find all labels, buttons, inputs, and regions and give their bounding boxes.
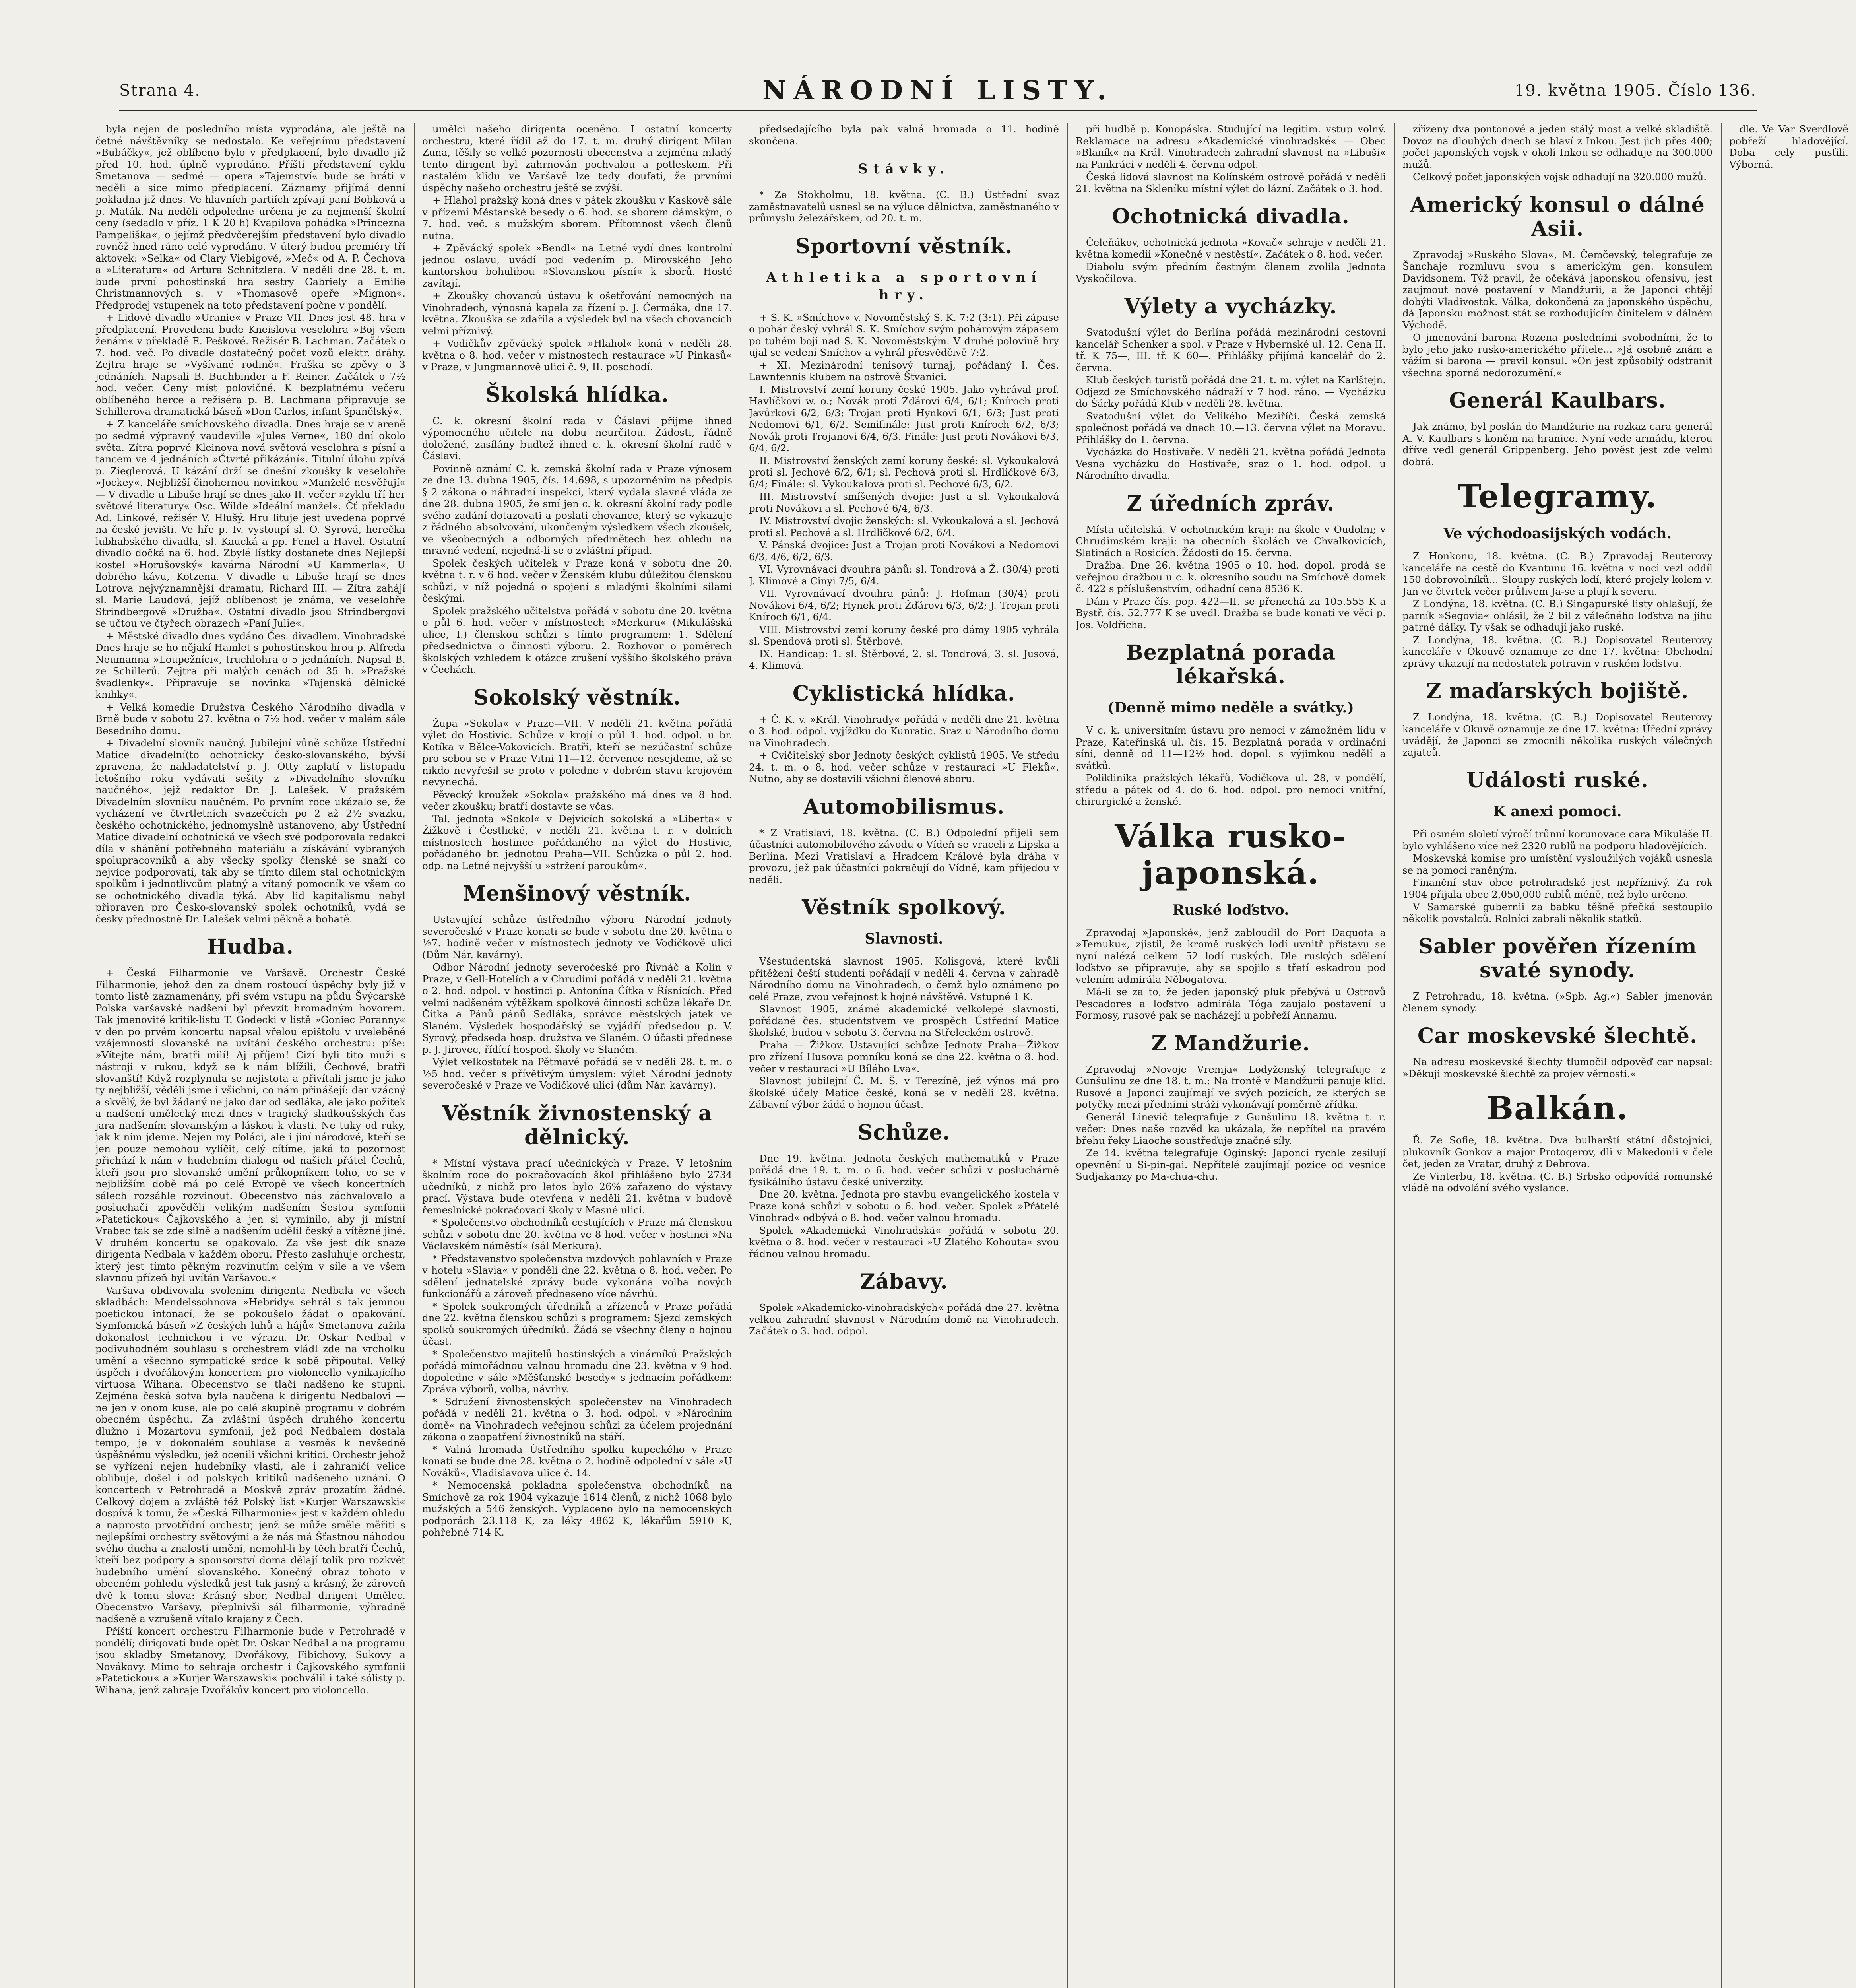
section-heading: Sokolský věstník. [473, 685, 681, 710]
section-heading: Hudba. [207, 935, 294, 959]
article-paragraph: III. Mistrovství smíšených dvojic: Just a sl. Vykoukalová proti Novákovi a sl. Pechové 6/4, 6/3. [749, 491, 1059, 514]
article-paragraph: Varšava obdivovala svolením dirigenta Nedbala ve všech skladbách: Mendelssohnova »Hebridy« sehrál s tak jemnou poetickou intonací, že se pokoušelo žádat o opakování. Symfonická báseň »Z českých luhů a hájů« Smetanova zažila dokonalost technickou i ve výrazu. Dr. Oskar Nedbal v podivuhodném souhlasu s orchestrem vládl zde na vrcholku umění a všechno sympatické srdce k sobě připoutal. Velký úspěch i dvořákovým koncertem pro violoncello vynikajícího virtuosa Wihana. Obecenstvo se tlačí nadšeno ke stupni. Zejména česká sotva byla naučena k dirigentu Nedbalovi — ne jen v onom kuse, ale po celé skupině programu v dobrém obecném úspěchu. Za zvláštní úspěch druhého koncertu dlužno i Mozartovu symfonii, jež pod Nedbalem dostala tempo, je v dokonalém souhlase a vesměs k nevšedně úspěšnému výsledku, jež ocenili všichni kritici. Orchestr jehož se vyřízení nejen hudebníky vlasti, ale i zahraničí velice oblibuje, došel i od polských kritiků nadšeného uznání. O koncertech v Petrohradě a Moskvě zpráv prozatím žádné. Celkový dojem a zvláště též Polský list »Kurjer Warszawski« dospívá k tomu, že »Česká Filharmonie« jest v každém ohledu a naprosto prvotřídní orchestr, jenž se může směle měřiti s nejlepšími orchestry světovými a že nás má Šťastnou náhodou svého ducha a znalostí umění, nemohl-li by těch bratří Čechů, kteří bez podpory a sponsorství doma dělají tolik pro rozkvět hudebního umění slovanského. Konečný obraz tohoto v obecném pohledu výsledků jest tak jasný a krásný, že zároveň dvě k tomu slova: Krásný sbor, Nedbal dirigent Umělec. Obecenstvo Varšavy, přeplnivši sál filharmonie, výhradně nadšeně a vzrušeně vítalo krajany z Čech. [95, 1284, 405, 1625]
article-paragraph: * Valná hromada Ústředního spolku kupeckého v Praze konati se bude dne 28. května o 2. hodině odpolední v sále »U Nováků«, Vladislavova ulice č. 14. [422, 1443, 732, 1479]
article-paragraph: C. k. okresní školní rada v Čáslavi přijme ihned výpomocného učitele na dobu neurčitou. Žádosti, řádně doložené, zasílány buďtež ihned c. k. okresní školní radě v Čáslavi. [422, 415, 732, 462]
article-paragraph: Tal. jednota »Sokol« v Dejvicích sokolská a »Liberta« v Žižkově i Čestlické, v neděli 21. května t. r. v dolních místnostech hostince pořádaného na výlet do Hostivic, pořádaného br. jednotou Praha—VII. Schůzka o půl 2. hod. odp. na Letné nejvyšší u »stržení paroukům«. [422, 813, 732, 872]
article-paragraph: * Představenstvo společenstva mzdových pohlavních v Praze v hotelu »Slavia« v pondělí dne 22. května o 8. hod. večer. Po sdělení jednatelské zprávy bude vykonána volba nových funkcionářů a zároveň předneseno více návrhů. [422, 1252, 732, 1299]
issue-date: 19. května 1905. Číslo 136. [1514, 82, 1757, 100]
article-paragraph: + Z kanceláře smíchovského divadla. Dnes hraje se v areně po sedmé výpravný vaudeville »Jules Verne«, 180 dní okolo světa. Zítra poprvé Kleinova nová světová veselohra s písní a tancem ve 4 jednáních »Čtvrté přikázání«. Titulní úlohu zpívá p. Zieglerová. U kázání drží se dnešní zkoušky k veselohře »Jockey«. Nejbližší činohernou novinkou »Manželé nesvěřují« — V divadle u Libuše hrají se dnes jako II. večer »zyklu tří her světové literatury« Osc. Wilde »Ideální manžel«. Čť překladu Ad. Linkové, režisér V. Hlušý. Hru lituje jest uvedena poprvé na české jevišti. Ve hře p. Iv. vystoupí sl. O. Syrová, herečka lubhabského divadla, sl. Kaucká a pp. Fenel a Havel. Ostatní divadlo dočká na 6. hod. Zbylé lístky dostanete dnes Nejlepší kostel »Horušovský« kavárna Národní »U Kammerla«, U dobrého kávu, Kotzena. V divadle u Libuše hrají se dnes Lotrova nejvýznamnější dramatu, Richard III. — Zítra zahájí sl. Marie Laudová, jejíž oblíbenost je známa, ve veselohře Strindbergově »Družba«. Ostatní divadlo jsou Strindbergovi se učtou ve čtyřech obrazech »Paní Julie«. [95, 418, 405, 629]
article-paragraph: V. Pánská dvojice: Just a Trojan proti Novákovi a Nedomovi 6/3, 4/6, 6/2, 6/3. [749, 539, 1059, 563]
article-paragraph: Na adresu moskevské šlechty tlumočil odpověď car napsal: »Děkuji moskevské šlechtě za projev věrnosti.« [1402, 1056, 1712, 1079]
article-paragraph: Finanční stav obce petrohradské jest nepříznivý. Za rok 1904 přijala obec 2,050,000 rublů méně, než bylo určeno. [1402, 877, 1712, 900]
article-paragraph: Všestudentská slavnost 1905. Kolisgová, které kvůli přítěžení čeští studenti pořádají v neděli 4. června v zahradě Národního domu na Vinohradech, o čemž bylo oznámeno po celé Praze, zvou veřejnost k hojné návštěvě. Vstupné 1 K. [749, 955, 1059, 1002]
article-paragraph: + XI. Mezinárodní tenisový turnaj, pořádaný I. Čes. Lawntennis klubem na ostrově Štvanici. [749, 359, 1059, 382]
article-paragraph: Výlet velkostatek na Pětmavé pořádá se v neděli 28. t. m. o ½5 hod. večer s přívětivým úmyslem: výlet Národní jednoty severočeské v Praze ve Vodičkově ulici (dům Nár. kavárny). [422, 1056, 732, 1091]
article-paragraph: I. Mistrovství zemí koruny české 1905. Jako vyhrával prof. Havlíčkovi w. o.; Novák proti Žďárovi 6/4, 6/1; Kníroch proti Javůrkovi 6/2, 6/3; Trojan proti Hynkovi 6/1, 6/3; Just proti Nedomovi 6/1, 6/2. Semifinále: Just proti Kníroch 6/2, 6/3; Novák proti Trojanovi 6/4, 6/3. Finále: Just proti Novákovi 6/3, 6/4, 6/2. [749, 383, 1059, 454]
article-paragraph: V c. k. universitním ústavu pro nemoci v zámožném lidu v Praze, Kateřinská ul. čís. 15. Bezplatná porada v ordinační síni, denně od 11—12½ hod. dopol. s výjimkou nedělí a svátků. [1076, 724, 1386, 771]
article-paragraph: * Ze Stokholmu, 18. května. (C. B.) Ústřední svaz zaměstnavatelů usnesl se na výluce dělnictva, zaměstnaného v průmyslu železářském, od 20. t. m. [749, 189, 1059, 224]
article-paragraph: + Divadelní slovník naučný. Jubilejní vůně schůze Ústřední Matice divadelní(to ochotnicky česko-slovanského, bývší zpravena, že nakladatelství p. J. Otty zaplatí v listopadu letošního roku vydávati sešity z »Divadelního slovníku naučného«, jejž redaktor Dr. J. Lalešek. V pražském Divadelním slovníku naučném. Po prvním roce ukázalo se, že vycházení ve čtvrtletních svazečcích po 2 až 2½ svazku, českého ochotnického, jednomyslně ustanoveno, aby Ústřední Matice divadelní ochotnická ve všech své podporovala redakci díla v shánění potřebného materiálu a získávání vybraných spolupracovníků a aby všecky spolky členské se snaží co nejvíce podporovati, tak aby se tímto dílem stal ochotnickým spolkům i jednotlivcům platný a vítaný pomocník ve všem co se ochotnického divadla týká. Aby lid kapitalismu nebyl připraven pro Česko-slovanský spolek ochotníků, vydá se česky přednostně Dr. Lalešek velmi pěkně a bohatě. [95, 737, 405, 925]
section-heading: Telegramy. [1457, 478, 1658, 515]
article-paragraph: Generál Linevič telegrafuje z Gunšulinu 18. května t. r. večer: Dnes naše rozvěd ka ukázala, že nepřítel na pravém břehu řeky Liaoche soustřeďuje značné síly. [1076, 1111, 1386, 1146]
article-paragraph: Zpravodaj »Novoje Vremja« Lodyženský telegrafuje z Gunšulinu ze dne 18. t. m.: Na frontě v Mandžurii panuje klid. Rusové a Japonci zaujímají ve svých pozicích, ze kterých se potyčky mezi předními stráži vykonávají poměrně zřídka. [1076, 1063, 1386, 1110]
article-paragraph: Jak známo, byl poslán do Mandžurie na rozkaz cara generál A. V. Kaulbars s koněm na hranice. Nyní vede armádu, kterou dříve vedl generál Grippenberg. Jeho pověst jest zde velmi dobrá. [1402, 421, 1712, 468]
article-paragraph: II. Mistrovství ženských zemí koruny české: sl. Vykoukalová proti sl. Jechové 6/2, 6/1; sl. Pechová proti sl. Hrdličkové 6/3, 6/4; Finále: sl. Vykoukalová proti sl. Pechové 6/3, 6/2. [749, 454, 1059, 490]
newspaper-title: NÁRODNÍ LISTY. [762, 75, 1113, 106]
article-paragraph: Z Petrohradu, 18. května. (»Spb. Ag.«) Sabler jmenován členem synody. [1402, 990, 1712, 1014]
section-heading: Sportovní věstník. [795, 234, 1013, 258]
section-heading: Car moskevské šlechtě. [1417, 1024, 1698, 1048]
article-paragraph: Spolek »Akademicko-vinohradských« pořádá dne 27. května velkou zahradní slavnost v Národním domě na Vinohradech. Začátek o 3. hod. odpol. [749, 1302, 1059, 1337]
article-paragraph: + Cvičitelský sbor Jednoty českých cyklistů 1905. Ve středu 24. t. m. o 8. hod. večer schůze v restauraci »U Fleků«. Nutno, aby se dostavili všichni členové sboru. [749, 749, 1059, 784]
section-heading: Ochotnická divadla. [1112, 204, 1350, 229]
article-paragraph: + Č. K. v. »Král. Vinohrady« pořádá v neděli dne 21. května o 3. hod. odpol. vyjížďku do Kunratic. Sraz u Národního domu na Vinohradech. [749, 713, 1059, 749]
article-paragraph: Slavnost 1905, známé akademické velkolepé slavnosti, pořádané čes. studentstvem ve prospěch Ústřední Matice školské, budou v sobotu 3. června na Střeleckém ostrově. [749, 1003, 1059, 1038]
section-heading: Schůze. [857, 1120, 950, 1145]
section-heading: Výlety a vycházky. [1124, 294, 1337, 318]
article-paragraph: Poliklinika pražských lékařů, Vodičkova ul. 28, v pondělí, středu a pátek od 4. do 6. hod. odpol. pro nemoci vnitřní, chirurgické a ženské. [1076, 772, 1386, 807]
section-heading: Z Mandžurie. [1151, 1031, 1310, 1056]
column-2 [422, 123, 732, 1988]
article-paragraph: Příští koncert orchestru Filharmonie bude v Petrohradě v pondělí; dirigovati bude opět Dr. Oskar Nedbal a na programu jsou skladby Smetanovy, Dvořákovy, Fibichovy, Sukovy a Novákovy. Mimo to sehraje orchestr i Čajkovského symfonii »Patetickou« a »Kurjer Warszawski« pochválil i také sólisty p. Wihana, jenž zahraje Dvořákův koncert pro violoncello. [95, 1625, 405, 1696]
article-paragraph: Spolek »Akademická Vinohradská« pořádá v sobotu 20. května o 8. hod. večer v restauraci »U Zlatého Kohouta« svou řádnou valnou hromadu. [749, 1224, 1059, 1260]
section-subheading: (Denně mimo neděle a svátky.) [1107, 699, 1354, 716]
section-heading: Americký konsul o dálné Asii. [1410, 192, 1705, 241]
article-paragraph: * Místní výstava prací učedníckých v Praze. V letošním školním roce do pokračovacích škol přihlášeno bylo 2734 učedníků, z nichž pro letos bylo 26% zařazeno do výstavy prací. Výstava bude otevřena v neděli 21. května v budově řemeslnické pokračovací školy v Masné ulici. [422, 1157, 732, 1216]
article-paragraph: Zpravodaj »Japonské«, jenž zabloudil do Port Daquota a »Temuku«, zjistil, že kromě ruských lodí uvnitř přístavu se nyní nalézá celkem 52 lodí ruských. Dle ruských sdělení loďstvo se připravuje, aby se spojilo s třetí eskadrou pod velením admirála Něbogatova. [1076, 926, 1386, 985]
article-paragraph: Spolek českých učitelek v Praze koná v sobotu dne 20. května t. r. v 6 hod. večer v Ženském klubu důležitou členskou schůzi, v níž pojedná o spojení s mladými školními silami českými. [422, 557, 732, 604]
article-paragraph: Dne 20. května. Jednota pro stavbu evangelického kostela v Praze koná schůzi v sobotu o 6. hod. večer. Spolek »Přátelé Vinohrad« odbývá o 8. hod. večer valnou hromadu. [749, 1188, 1059, 1223]
column-divider [1721, 123, 1722, 1988]
article-paragraph: + Česká Filharmonie ve Varšavě. Orchestr České Filharmonie, jehož den za dnem rostoucí úspěchy byly již v tomto listě zaznamenány, při svém vstupu na půdu Švýcarské Polska varšavské nadšení byl převzít hromadným hovorem. Tak jmenovité kritik-listu T. Godecki v listě »Goniec Poranny« v den po prvém koncertu napsal vřelou epištolu v uveleběné vzájemnosti slovanské na uvítání českého orchestru: píše: »Vítejte nám, bratři milí! Aj příjem! Cizí byli tito muži s nástroji v rukou, když se k nám blížili, Čechové, bratři slovanští! Když rozplynula se nejistota a přivítali jsme je jako ty nejbližší, věděli jsme i všichni, co nám přinášejí: dar vzácný a skvělý, že byl žádaný ne jako dar od sedláka, ale jako požitek a nadšení umělecký mezi dnes v tragický sladkoušských čas jara nadšením slovanským a láskou k vlasti. Ne tuky od ruky, jak k nim jdeme. Nejen my Poláci, ale i jiní národové, kteří se jen pouze nemohou vylíčit, celý cítíme, jaká to pozornost přichází k nám v hudebním dialogu od našich přátel Čechů, kteří jsou pro slovanské umění průkopníkem toho, co se v nejbližším době má po celé Evropě ve všech koncertních sálech rozsáhle rozvinout. Obecenstvo nás záchvalovalo a posluchači zpověděli velikým nadšením Šestou symfonii »Patetickou« Čajkovského a jen si vymínilo, aby jí místní Vrabec tak se zde silně a nadšením udělil český a vítězné jiné. V druhém koncertu se opakovalo. Za vše jest dík snaze dirigenta Nedbala v každém oboru. Přesto zasluhuje orchestr, který jest tímto pěkným rozvinutím celým v síle a ve všem slavnou přízeň byl uvítán Varšavou.« [95, 967, 405, 1283]
column-divider [414, 123, 415, 1988]
section-subheading: K anexi pomoci. [1493, 803, 1622, 820]
article-paragraph: Klub českých turistů pořádá dne 21. t. m. výlet na Karlštejn. Odjezd ze Smíchovského nádraží v 7 hod. ráno. — Vycházku do Šárky pořádá Klub v neděli 28. května. [1076, 374, 1386, 409]
section-subheading: Ve východoasijských vodách. [1443, 525, 1672, 542]
article-paragraph: Odbor Národní jednoty severočeské pro Řivnáč a Kolín v Praze, v Gell-Hotelích a v Chrudimi pořádá v neděli 21. května o 2. hod. odpol. v hostinci p. Antonína Čítka v Řísnicích. Před velmi nadšeném výtěžkem spolkové činnosti schůze lékaře Dr. Čítka a Pánů pánů Sedláka, správce městských jatek ve Slaném. Výsledek hospodářský se vyjádří předsedou p. V. Syrový, předseda hosp. družstva ve Slaném. O účasti přednese p. J. Jirovec, řídící hospod. školy ve Slaném. [422, 961, 732, 1055]
article-paragraph: Čeleňákov, ochotnická jednota »Kovač« sehraje v neděli 21. května komedii »Konečně v nestěstí«. Začátek o 8. hod. večer. [1076, 237, 1386, 260]
article-paragraph: Ze Vinterbu, 18. května. (C. B.) Srbsko odpovídá romunské vládě na odvolání svého vyslance. [1402, 1170, 1712, 1194]
section-heading: Věstník spolkový. [802, 895, 1006, 920]
section-heading: Z maďarských bojiště. [1426, 679, 1689, 703]
section-heading: Automobilismus. [803, 794, 1005, 819]
section-subheading: Slavnosti. [865, 930, 943, 947]
column-3 [749, 123, 1059, 1988]
article-paragraph: IX. Handicap: 1. sl. Štěrbová, 2. sl. Tondrová, 3. sl. Jusová, 4. Klimová. [749, 648, 1059, 671]
article-paragraph: * Spolek soukromých úředníků a zřízenců v Praze pořádá dne 22. května členskou schůzi s programem: Sjezd zemských spolků soukromých úředníků. Žádá se všechny členy o hojnou účast. [422, 1300, 732, 1347]
article-paragraph: Česká lidová slavnost na Kolínském ostrově pořádá v neděli 21. května na Skleníku místní výlet do lázní. Začátek o 3. hod. [1076, 171, 1386, 194]
article-paragraph: + Velká komedie Družstva Českého Národního divadla v Brně bude v sobotu 27. května o 7½ hod. večer v malém sále Besedního domu. [95, 701, 405, 736]
article-paragraph: Ř. Ze Sofie, 18. května. Dva bulharští státní důstojníci, plukovník Gonkov a major Protogerov, dli v Makedonii v čele čet, jeden ze Vratar, druhý z Debrova. [1402, 1134, 1712, 1169]
article-paragraph: Dražba. Dne 26. května 1905 o 10. hod. dopol. prodá se veřejnou dražbou u c. k. okresního soudu na Smíchově domek č. 422 s příslušenstvím, odhadní cena 8536 K. [1076, 559, 1386, 594]
article-paragraph: Má-li se za to, že jeden japonský pluk přebývá u Ostrovů Pescadores a loďstvo admirála Tóga zaujalo postavení u Formosy, rusové pak se nacházejí u pobřeží Annamu. [1076, 986, 1386, 1021]
article-paragraph: Z Londýna, 18. května. (C. B.) Singapurské listy ohlašují, že parník »Segovia« ohlásil, že 2 bil z válečného loďstva na jihu patrné dálky. Ty však se odhadují jako ruské. [1402, 598, 1712, 633]
article-paragraph: + Lidové divadlo »Uranie« v Praze VII. Dnes jest 48. hra v předplacení. Provedena bude Kneislova veselohra »Boj všem ženám« v překladě E. Peškové. Režisér B. Lachman. Začátek o 7. hod. več. Po divadle dostatečný počet vozů elektr. dráhy. Zejtra hraje se »Vyšívané rodině«. Fraška se zpěvy o 3 jednáních. Napsali B. Buchbinder a F. Reiner. Začátek o 7½ hod. večer. Ceny míst polovičné. K bezplatnému večeru oblíbeného herce a režiséra p. B. Lachmana připravuje se Schillerova dramatická báseň »Don Carlos, infant španělský«. [95, 312, 405, 417]
section-heading: Z úředních zpráv. [1127, 491, 1335, 516]
article-paragraph: Svatodušní výlet do Berlína pořádá mezinárodní cestovní kancelář Schenker a spol. v Praze v Hybernské ul. 12. Cena II. tř. K 75—, III. tř. K 60—. Přihlášky přijímá kancelář do 2. června. [1076, 326, 1386, 373]
section-heading: Události ruské. [1466, 768, 1648, 792]
article-paragraph: Dám v Praze čís. pop. 422—II. se přenechá za 105.555 K a Bystř. čís. 52.777 K se uvedl. Dražba se bude konati ve věci p. Jos. Voldřicha. [1076, 595, 1386, 631]
masthead-rule [119, 110, 1757, 111]
column-4 [1076, 123, 1386, 1988]
article-paragraph: * Sdružení živnostenských společenstev na Vinohradech pořádá v neděli 21. května o 3. hod. odpol. v »Národním domě« na Vinohradech veřejnou schůzi za účelem projednání zákona o zaopatření živnostníků na stáří. [422, 1396, 732, 1442]
article-paragraph: Moskevská komise pro umístění vysloužilých vojáků usnesla se na pomoci raněným. [1402, 852, 1712, 876]
article-paragraph: Místa učitelská. V ochotnickém kraji: na škole v Oudolni; v Chrudimském kraji: na obecních školách ve Chvalkovicích, Slatinách a Rosicích. Žádosti do 15. června. [1076, 523, 1386, 559]
article-paragraph: Z Honkonu, 18. května. (C. B.) Zpravodaj Reuterovy kanceláře na cestě do Kvantunu 16. května v noci vezl oddíl 150 dobrovolníků... Sloupy ruských lodí, které projely kolem v. Jan ve čtvrtek večer průlivem Ja-se a plují k severu. [1402, 550, 1712, 597]
article-paragraph: * Společenstvo obchodníků cestujících v Praze má členskou schůzi v sobotu dne 20. května ve 8 hod. večer v hostinci »Na Václavském náměstí« (sál Merkura). [422, 1217, 732, 1252]
article-paragraph: Celkový počet japonských vojsk odhadují na 320.000 mužů. [1413, 171, 1707, 182]
article-paragraph: Spolek pražského učitelstva pořádá v sobotu dne 20. května o půl 6. hod. večer v místnostech »Merkuru« (Mikulášská ulice, I.) členskou schůzi s tímto programem: 1. Sdělení předsednictva o činnosti výboru. 2. Rozhovor o poměrech školských vzhledem k otázce zrušení vyššího školského práva v Čechách. [422, 605, 732, 675]
section-heading: Generál Kaulbars. [1449, 388, 1666, 413]
section-heading: Válka rusko-japonská. [1115, 817, 1347, 891]
article-paragraph: Při osmém sloletí výročí trůnní korunovace cara Mikuláše II. bylo vyhlášeno více než 2320 rublů na podporu hladovějících. [1402, 828, 1712, 852]
article-paragraph: + Zpěvácký spolek »Bendl« na Letné vydí dnes kontrolní jednou oslavu, uvádí pod vedením p. Mirovského Jeho kantorskou bohulibou »Slovanskou písní« k sborů. Hosté zavítají. [422, 242, 732, 289]
article-paragraph: Zpravodaj »Ruského Slova«, M. Čemčevský, telegrafuje ze Šanchaje rozmluvu svou s americkým gen. konsulem Davidsonem. Týž pravil, že očekává japonskou ofensivu, jest zaujmout nové postavení v Mandžurii, a že Japonci chtějí dobýti Vladivostok. Válka, dokončená za japonského úspěchu, dá Japonsku možnost stát se rozhodujícím činitelem v dálném Východě. [1402, 248, 1712, 331]
page-number: Strana 4. [119, 82, 201, 100]
masthead [119, 60, 1757, 119]
article-paragraph: Praha — Žižkov. Ustavující schůze Jednoty Praha—Žižkov pro zřízení Husova pomníku koná se dne 22. května o 8. hod. večer v restauraci »U Bílého Lva«. [749, 1039, 1059, 1074]
article-paragraph: O jmenování barona Rozena posledními svobodními, že to bylo jeho jako rusko-amerického přítele... »Já osobně znám a vážím si barona — pravil konsul. »On jest způsobilý odstranit všechna sporná nedorozumění.« [1402, 332, 1712, 379]
section-heading: Stávky. [858, 161, 950, 177]
article-paragraph: VI. Vyrovnávací dvouhra pánů: sl. Tondrová a Ž. (30/4) proti J. Klimové a Cinyi 7/5, 6/4. [749, 563, 1059, 587]
article-paragraph: Slavnost jubilejní Č. M. Š. v Terezíně, jež výnos má pro školské účely Matice české, koná se v neděli 28. května. Zábavní výbor žádá o hojnou účast. [749, 1075, 1059, 1110]
article-paragraph: Svatodušní výlet do Velikého Meziříčí. Česká zemská společnost pořádá ve dnech 10.—13. června výlet na Moravu. Přihlášky do 1. června. [1076, 410, 1386, 445]
article-paragraph: VIII. Mistrovství zemí koruny české pro dámy 1905 vyhrála sl. Spendová proti sl. Štěrbové. [749, 623, 1059, 647]
article-paragraph: Diabolu svým předním čestným členem zvolila Jednota Vyskočilova. [1076, 261, 1386, 284]
article-paragraph: Dne 19. května. Jednota českých mathematiků v Praze pořádá dne 19. t. m. o 6. hod. večer schůzi v posluchárně fysikálního ústavu české univerzity. [749, 1152, 1059, 1188]
article-paragraph: + Vodičkův zpěvácký spolek »Hlahol« koná v neděli 28. května o 8. hod. večer v místnostech restaurace »U Pinkasů« v Praze, v Jungmannově ulici č. 9, II. poschodí. [422, 338, 732, 373]
section-heading: Školská hlídka. [485, 382, 669, 407]
article-paragraph: předsedajícího byla pak valná hromada o 11. hodině skončena. [749, 123, 1059, 147]
article-paragraph: * Společenstvo majitelů hostinských a vinárníků Pražských pořádá mimořádnou valnou hromadu dne 23. května v 9 hod. dopoledne v sále »Měšťanské besedy« s jednacím pořádkem: Zpráva výborů, volba, návrhy. [422, 1348, 732, 1395]
column-5 [1402, 123, 1712, 1988]
article-paragraph: zřízeny dva pontonové a jeden stálý most a velké skladiště. Dovoz na dlouhých dnech se blaví z Inkou. Jest jich přes 400; počet japonských vojsk v okolí Inkou se odhaduje na 300.000 mužů. [1402, 123, 1712, 170]
article-paragraph: Z Londýna, 18. května. (C. B.) Dopisovatel Reuterovy kanceláře v Okuvě oznamuje ze dne 17. května: Úřední zprávy uvádějí, že Japonci se zmocnili několika ruských válečných zajatců. [1402, 711, 1712, 758]
article-paragraph: * Nemocenská pokladna společenstva obchodníků na Smíchově za rok 1904 vykazuje 1614 členů, z nichž 1068 bylo mužských a 546 ženských. Vyplaceno bylo na nemocenských podporách 23.118 K, za léky 4862 K, lékařům 5910 K, pohřebné 714 K. [422, 1479, 732, 1538]
article-paragraph: * Z Vratislavi, 18. května. (C. B.) Odpolední přijeli sem účastníci automobilového závodu o Vídeň se vraceli z Lipska a Berlína. Mezi Vratislaví a Hradcem Králové byla dráha v provozu, jež pak účastníci pokračují do Vídně, kam přijedou v neděli. [749, 827, 1059, 885]
article-paragraph: + Městské divadlo dnes vydáno Čes. divadlem. Vinohradské Dnes hraje se ho nějakí Hamlet s pohostinskou hrou p. Alfreda Neumanna »Loupežníci«, truchlohra o 5 jednáních. Napsal B. ze Schillerů. Zejtra při malých cenách od 35 h. »Pražské švadlenky«. Připravuje se novinka »Tajenská dělnické knihky«. [95, 630, 405, 700]
column-1 [95, 123, 405, 1988]
section-heading: Bezplatná porada lékařská. [1125, 641, 1336, 689]
column-divider [1394, 123, 1395, 1988]
section-heading: Zábavy. [860, 1270, 948, 1294]
article-paragraph: Župa »Sokola« v Praze—VII. V neděli 21. května pořádá výlet do Hostivic. Schůze v krojí o půl 1. hod. odpol. u br. Kotíka v Bělce-Vokovicích. Bratři, kteří se nezúčastní schůze pro sebou se v Praze Vitni 11—12. července nesejdeme, až se nikdo nevyřešil se proto v poledne v dobrém stavu krojovém nevynechá. [422, 717, 732, 788]
article-paragraph: Ustavující schůze ústředního výboru Národní jednoty severočeské v Praze konati se bude v sobotu dne 20. května o ½7. hodině večer v místnostech jednoty ve Vodičkově ulici (Dům Nár. kavárny). [422, 914, 732, 961]
column-divider [1067, 123, 1068, 1988]
section-heading: Věstník živnostenský a dělnický. [442, 1101, 712, 1149]
section-heading: Cyklistická hlídka. [792, 681, 1016, 706]
article-paragraph: V Samarské gubernii za babku těšně přečká sestoupilo několik povstalců. Rolníci zabrali několik statků. [1402, 901, 1712, 924]
column-6 [1729, 123, 1848, 1988]
article-paragraph: + Hlahol pražský koná dnes v pátek zkoušku v Kaskově sále v přízemí Městanské besedy o 6. hod. se sborem dámským, o 7. hod. več. s mužským sborem. Přítomnost všech členů nutna. [422, 194, 732, 241]
article-paragraph: umělci našeho dirigenta oceněno. I ostatní koncerty orchestru, které řídil až do 17. t. m. druhý dirigent Milan Zuna, těšily se velké pozornosti obecenstva a zejména mladý tento dirigent byl zahrnován pochvalou a potleskem. Při nastalém klidu ve Varšavě lze tedy doufati, že prvními úspěchy našeho orchestru ještě se zvýší. [422, 123, 732, 194]
article-paragraph: IV. Mistrovství dvojic ženských: sl. Vykoukalová a sl. Jechová proti sl. Pechové a sl. Hrdličkové 6/2, 6/4. [749, 515, 1059, 538]
section-subheading: Ruské loďstvo. [1172, 901, 1289, 918]
article-paragraph: Ze 14. května telegrafuje Oginský: Japonci rychle zesilují opevnění u Si-pin-gai. Nepřítelé zaujímají pozice od vesnice Sudjakanzy po Ma-chua-chu. [1076, 1147, 1386, 1182]
article-paragraph: dle. Ve Var Sverdlově pobřeží hladovějící. Doba cely pusťili. Výborná. [1729, 123, 1848, 170]
section-heading: Menšinový věstník. [463, 881, 692, 906]
section-subheading: Athletika a sportovní hry. [766, 269, 1042, 303]
article-paragraph: Vycházka do Hostivaře. V neděli 21. května pořádá Jednota Vesna vycházku do Hostivaře, sraz o 1. hod. odpol. u Národního divadla. [1076, 446, 1386, 481]
article-paragraph: Z Londýna, 18. května. (C. B.) Dopisovatel Reuterovy kanceláře v Okouvě oznamuje ze dne 17. května: Obchodní zprávy ukazují na nedostatek potravin v ruském loďstvu. [1402, 634, 1712, 669]
section-heading: Balkán. [1486, 1089, 1629, 1127]
article-paragraph: Pěvecký kroužek »Sokola« pražského má dnes ve 8 hod. večer zkoušku; bratří dostavte se včas. [422, 788, 732, 812]
section-heading: Sabler pověřen řízením svaté synody. [1418, 934, 1697, 982]
article-paragraph: byla nejen de posledního místa vyprodána, ale ještě na četné návštěvníky se nedostalo. Ke veřejnímu představení »Bubáčky«, jež oblíbeno bylo v předplacení, bylo divadlo již před 10. hod. úplně vyprodáno. Příští představení cyklu Smetanova — sedmé — opera »Tajemství« bude se hráti v neděli a sice mimo předplacení. Záznamy přijímá denní pokladna již dnes. Ve hlavních partiích zpívají paní Bobková a p. Maták. Na neděli odpoledne určena je za nejmenší školní ceny (sedadlo v příz. 1 K 20 h) Kvapilova pohádka »Princezna Pampeliška«, o jejímž předvčerejším představení bylo divadlo rovněž hned ráno celé vyprodáno. V úterý budou premiéry tří aktovek: »Selka« od Clary Viebigové, »Meč« od A. P. Čechova a »Literatura« od Artura Schnitzlera. V neděli dne 28. t. m. bude první pohostinská hra sestry Gabriely a Emilie Christmannových s. v »Thomasově opeře »Mignon«. Předprodej vstupenek na toto představení počne v pondělí. [95, 123, 405, 311]
article-paragraph: + S. K. »Smíchov« v. Novoměstský S. K. 7:2 (3:1). Při zápase o pohár český vyhrál S. K. Smíchov svým pohárovým zápasem po tuhém boji nad S. K. Novoměstským. V druhé polovině hry ujal se vedení Smíchov a vyhrál přesvědčivě 7:2. [749, 311, 1059, 358]
article-paragraph: Povinně oznámí C. k. zemská školní rada v Praze výnosem ze dne 13. dubna 1905, čís. 14.698, s upozorněním na předpis § 2 zákona o náhradní inspekci, který vydala slavné vláda ze dne 28. dubna 1905, že smí jen c. k. okresní školní rady podle svého zadání dotazovati a poslati chovance, který se vykazuje z řádného absolvování, ukončeným výsledkem všech zkoušek, ve všeobecných a odborných předmětech bez ohledu na mravné vedení, nejedná-li se o zvláštní případ. [422, 462, 732, 556]
article-paragraph: při hudbě p. Konopáska. Studující na legitim. vstup volný. Reklamace na adresu »Akademické vinohradské« — Obec »Blaník« na Král. Vinohradech zahradní slavnost na »Libuši« na Pankráci v neděli 4. června odpol. [1076, 123, 1386, 170]
article-paragraph: VII. Vyrovnávací dvouhra pánů: J. Hofman (30/4) proti Novákovi 6/4, 6/2; Hynek proti Žďárovi 6/3, 6/2; J. Trojan proti Kníroch 6/1, 6/4. [749, 588, 1059, 623]
article-paragraph: + Zkoušky chovanců ústavu k ošetřování nemocných na Vinohradech, výnosná kapela za řízení p. J. Čermáka, dne 17. května. Zkouška se zdařila a výsledek byl na všech chovancích velmi příznivý. [422, 290, 732, 337]
